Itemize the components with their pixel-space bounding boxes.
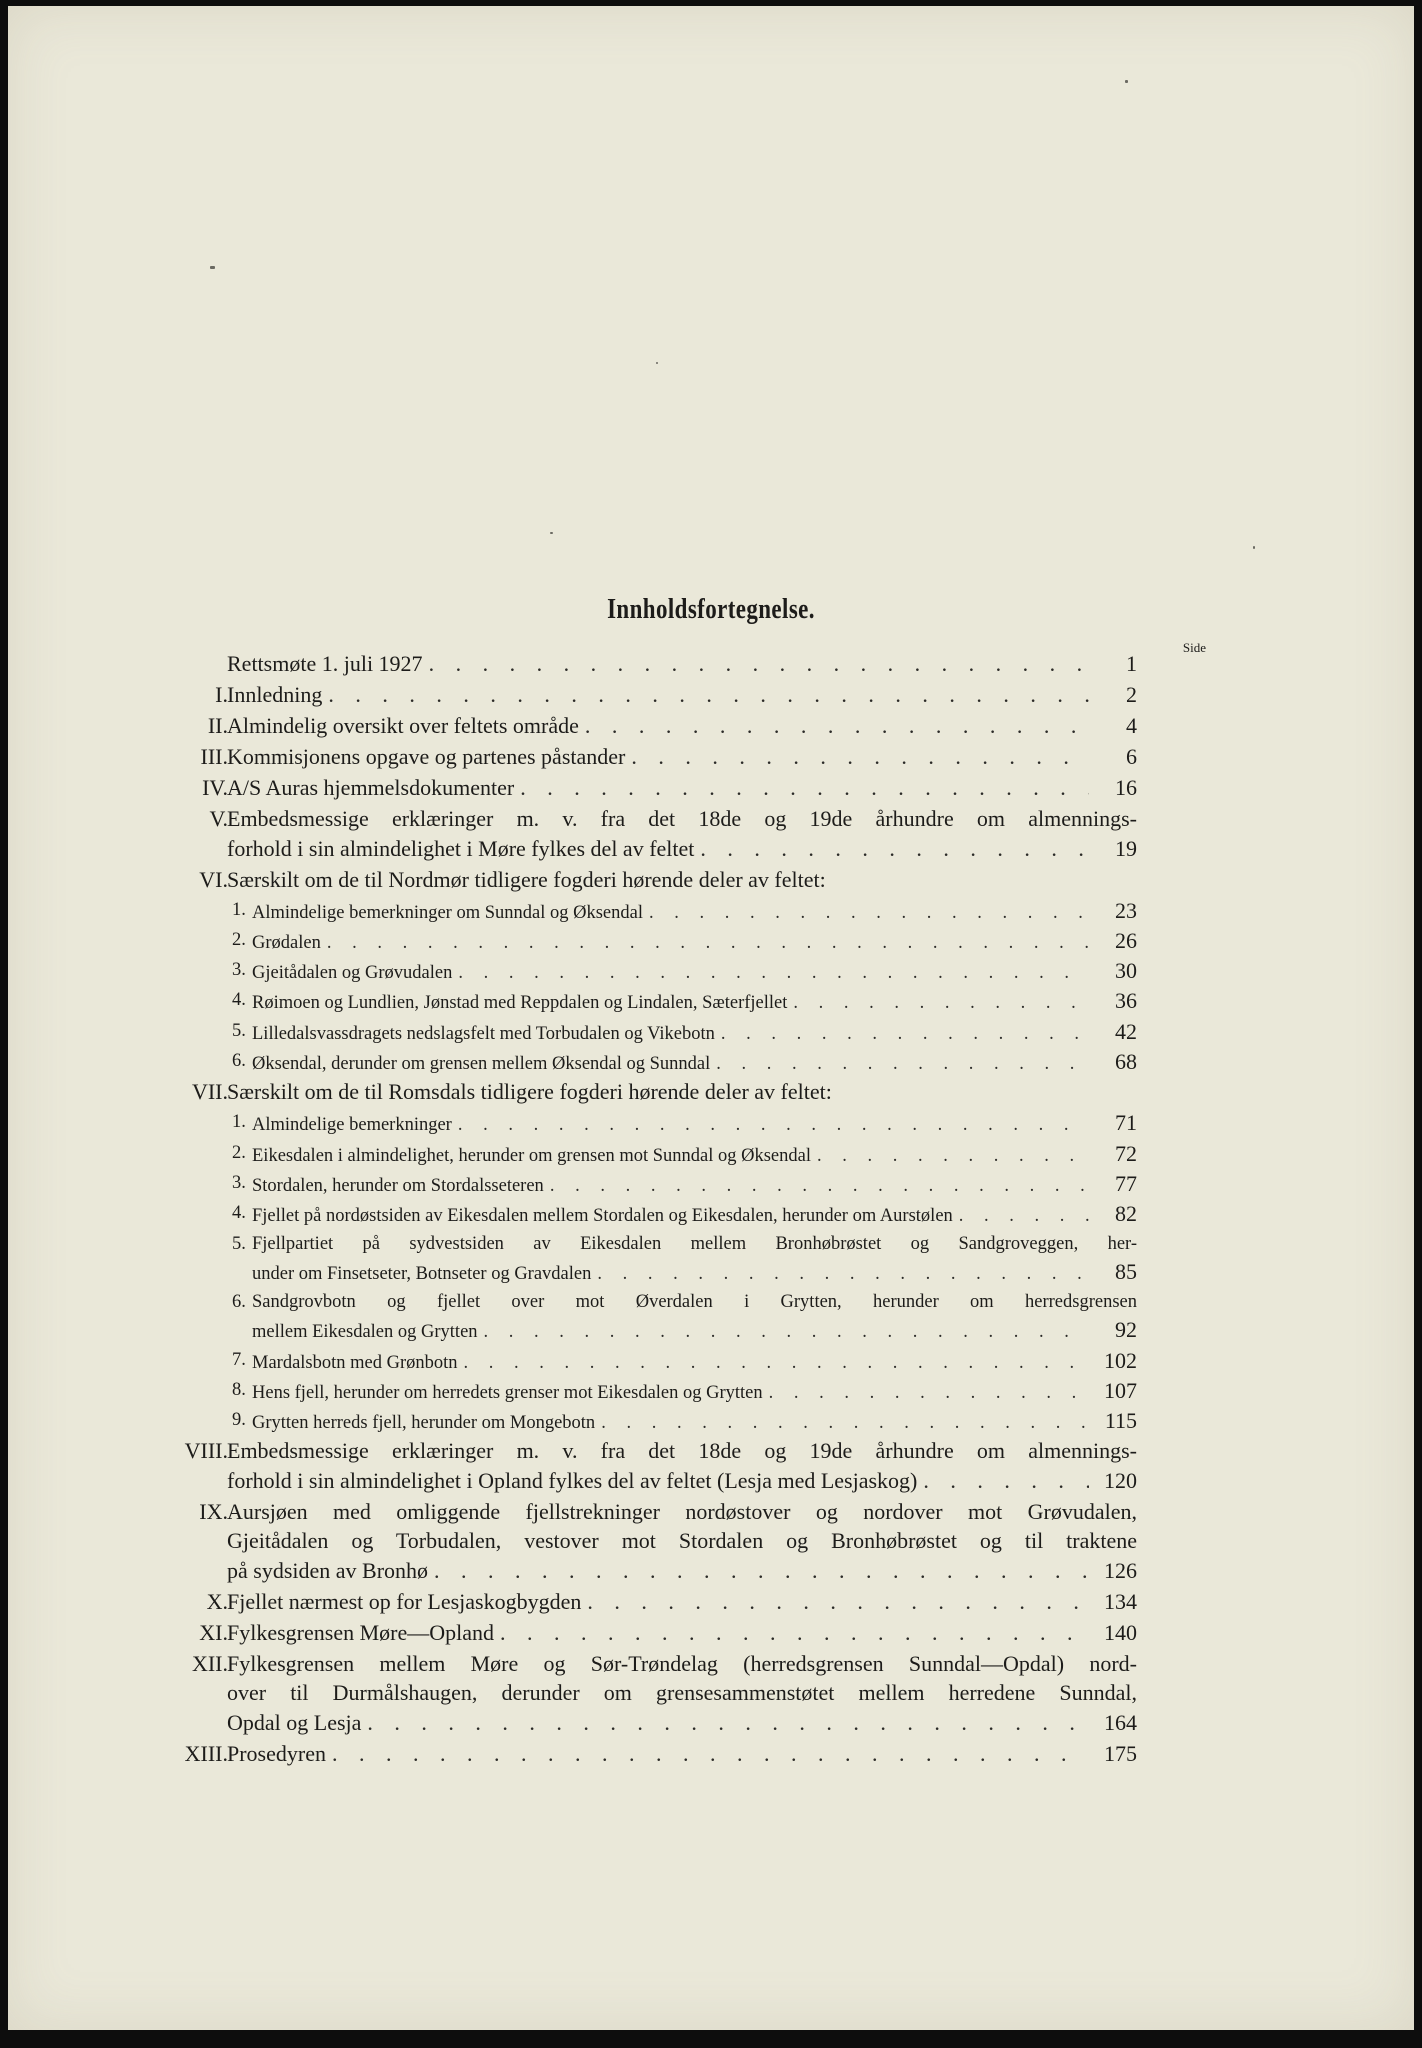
dot-leader	[601, 1409, 1089, 1438]
toc-page-number: 16	[1115, 775, 1137, 800]
toc-entry-number: 2.	[232, 1142, 246, 1163]
toc-entry-number: 2.	[232, 929, 246, 950]
toc-entry-title: Fylkesgrensen Møre—Opland	[227, 1619, 495, 1645]
toc-entry-number: 6.	[232, 1051, 246, 1071]
toc-entry-title: Røimoen og Lundlien, Jønstad med Reppdalen og Lindalen, Sæterfjellet	[252, 993, 788, 1014]
toc-entry-number: V.	[209, 806, 228, 831]
toc-entry-number: 5.	[232, 1233, 246, 1254]
toc-entry-title: Fjellpartiet på sydvestsiden av Eikesdalen mellem Bronhøbrøstet og Sandgroveggen, her-	[252, 1233, 1137, 1254]
toc-entry-title: Fylkesgrensen mellem Møre og Sør-Trøndelag (herredsgrensen Sunndal—Opdal) nord-	[227, 1650, 1137, 1676]
dot-leader	[923, 1466, 1089, 1495]
paper-speck	[656, 362, 658, 364]
toc-entry-title: Hens fjell, herunder om herredets grenser mot Eikesdalen og Grytten	[252, 1382, 763, 1403]
dot-leader	[716, 1050, 1089, 1079]
toc-entry-title: forhold i sin almindelighet i Opland fylkes del av feltet (Lesja med Lesjaskog)	[227, 1467, 918, 1493]
toc-page-number: 120	[1104, 1467, 1137, 1493]
toc-entry-title: Fjellet på nordøstsiden av Eikesdalen mellem Stordalen og Eikesdalen, herunder om Aurstølen	[252, 1206, 953, 1227]
toc-entry-number: VII.	[191, 1079, 228, 1105]
toc-page-number: 77	[1115, 1170, 1137, 1196]
toc-entry-title: Grødalen	[252, 932, 321, 953]
toc-entry-number: 4.	[232, 1203, 246, 1224]
toc-page-number: 71	[1115, 1110, 1137, 1136]
dot-leader	[434, 1556, 1089, 1585]
toc-entry-title: Aursjøen med omliggende fjellstrekninger nordøstover og nordover mot Grøvudalen,	[227, 1498, 1137, 1524]
dot-leader	[550, 1172, 1089, 1201]
toc-entry-number: 1.	[232, 1112, 246, 1133]
toc-entry-title: Særskilt om de til Romsdals tidligere fogderi hørende deler av feltet:	[227, 1079, 832, 1105]
toc-entry-number: 7.	[232, 1349, 246, 1370]
toc-entry-title: Lilledalsvassdragets nedslagsfelt med Torbudalen og Vikebotn	[252, 1023, 715, 1044]
toc-page-number: 26	[1115, 927, 1137, 953]
toc-entry-title: Almindelige bemerkninger om Sunndal og Øksendal	[252, 902, 643, 923]
toc-page-number: 23	[1115, 897, 1137, 923]
toc-entry-title: Mardalsbotn med Grønbotn	[252, 1352, 458, 1373]
toc-entry-number: XII.	[191, 1650, 228, 1676]
dot-leader	[328, 680, 1089, 709]
toc-page-number: 92	[1115, 1317, 1137, 1343]
toc-entry-number: II.	[207, 713, 228, 738]
toc-entry-title: Stordalen, herunder om Stordalsseteren	[252, 1175, 544, 1196]
toc-entry-title: på sydsiden av Bronhø	[227, 1557, 429, 1583]
paper-speck	[1125, 80, 1128, 83]
document-page	[8, 6, 1414, 2030]
toc-page-number: 30	[1115, 958, 1137, 984]
dot-leader	[332, 1739, 1089, 1768]
dot-leader	[585, 711, 1089, 740]
toc-entry-number: IX.	[199, 1498, 228, 1524]
dot-leader	[700, 834, 1089, 863]
toc-page-number: 175	[1104, 1740, 1137, 1766]
dot-leader	[327, 929, 1089, 958]
toc-entry-number: I.	[215, 682, 228, 707]
dot-leader	[458, 1111, 1089, 1140]
toc-entry-number: III.	[200, 744, 228, 769]
toc-entry-number: 5.	[232, 1020, 246, 1041]
dot-leader	[597, 1260, 1089, 1289]
toc-entry-title: Embedsmessige erklæringer m. v. fra det 18de og 19de århundre om almennings-	[227, 806, 1137, 831]
toc-page-number: 126	[1104, 1557, 1137, 1583]
toc-entry-title: Øksendal, derunder om grensen mellem Øksendal og Sunndal	[252, 1054, 711, 1074]
dot-leader	[587, 1587, 1089, 1616]
dot-leader	[484, 1318, 1089, 1347]
toc-page-number: 6	[1126, 744, 1137, 769]
toc-entry-number: VI.	[199, 866, 228, 892]
toc-entry-number: 1.	[232, 899, 246, 920]
paper-speck	[550, 532, 553, 534]
toc-entry-title: Grytten herreds fjell, herunder om Mongebotn	[252, 1413, 596, 1434]
toc-page-number: 36	[1115, 988, 1137, 1014]
page-column-label: Side	[1182, 640, 1206, 655]
toc-page-number: 1	[1126, 651, 1137, 676]
toc-entry-title: under om Finsetseter, Botnseter og Gravdalen	[252, 1264, 592, 1285]
toc-entry-title: Gjeitådalen og Torbudalen, vestover mot Stordalen og Bronhøbrøstet og til traktene	[227, 1528, 1137, 1554]
dot-leader	[429, 649, 1089, 678]
toc-entry-title: Innledning	[227, 682, 323, 707]
paper-speck	[1253, 546, 1255, 549]
dot-leader	[649, 899, 1089, 928]
toc-entry-title: Almindelig oversikt over feltets område	[227, 713, 579, 738]
document-title: Innholdsfortegnelse.	[607, 594, 815, 625]
toc-entry-title: mellem Eikesdalen og Grytten	[252, 1322, 478, 1343]
paper-speck	[210, 266, 215, 269]
dot-leader	[500, 1618, 1089, 1647]
dot-leader	[458, 959, 1089, 988]
toc-entry-title: A/S Auras hjemmelsdokumenter	[227, 775, 515, 800]
toc-page-number: 42	[1115, 1018, 1137, 1044]
dot-leader	[959, 1202, 1089, 1231]
dot-leader	[793, 989, 1089, 1018]
toc-entry-number: 8.	[232, 1379, 246, 1400]
toc-entry-number: 3.	[232, 1172, 246, 1193]
toc-entry-title: Opdal og Lesja	[227, 1709, 362, 1735]
toc-entry-number: X.	[206, 1588, 228, 1614]
toc-page-number: 140	[1104, 1619, 1137, 1645]
toc-entry-title: Gjeitådalen og Grøvudalen	[252, 963, 453, 984]
toc-page-number: 4	[1126, 713, 1137, 738]
dot-leader	[464, 1349, 1089, 1378]
toc-page-number: 19	[1115, 835, 1137, 861]
toc-entry-title: Prosedyren	[227, 1740, 326, 1766]
toc-entry-number: 6.	[232, 1291, 246, 1312]
toc-entry-number: XI.	[199, 1619, 228, 1645]
dot-leader	[520, 773, 1089, 802]
toc-entry-number: 3.	[232, 960, 246, 981]
toc-entry-title: Eikesdalen i almindelighet, herunder om grensen mot Sunndal og Øksendal	[252, 1145, 811, 1166]
toc-page-number: 102	[1104, 1347, 1137, 1373]
toc-entry-title: Almindelige bemerkninger	[252, 1115, 452, 1136]
toc-page-number: 82	[1115, 1201, 1137, 1227]
toc-entry-title: forhold i sin almindelighet i Møre fylkes del av feltet	[227, 835, 695, 861]
toc-page-number: 2	[1126, 682, 1137, 707]
dot-leader	[367, 1708, 1089, 1737]
dot-leader	[721, 1020, 1089, 1049]
toc-entry-number: VIII.	[184, 1438, 228, 1464]
toc-page-number: 164	[1104, 1709, 1137, 1735]
dot-leader	[631, 742, 1089, 771]
toc-page-number: 115	[1104, 1408, 1137, 1434]
toc-entry-title: over til Durmålshaugen, derunder om grensesammenstøtet mellem herredene Sunndal,	[227, 1680, 1137, 1706]
toc-page-number: 134	[1104, 1588, 1137, 1614]
toc-page-number: 85	[1115, 1259, 1137, 1285]
dot-leader	[817, 1142, 1089, 1171]
dot-leader	[769, 1379, 1089, 1408]
toc-entry-title: Fjellet nærmest op for Lesjaskogbygden	[227, 1588, 582, 1614]
toc-entry-title: Embedsmessige erklæringer m. v. fra det 18de og 19de århundre om almennings-	[227, 1438, 1137, 1464]
toc-entry-title: Rettsmøte 1. juli 1927	[227, 651, 423, 676]
toc-entry-title: Kommisjonens opgave og partenes påstander	[227, 744, 626, 769]
toc-page-number: 68	[1115, 1049, 1137, 1074]
toc-entry-number: IV.	[202, 775, 228, 800]
toc-entry-number: XIII.	[184, 1740, 228, 1766]
toc-page-number: 72	[1115, 1140, 1137, 1166]
toc-page-number: 107	[1104, 1377, 1137, 1403]
toc-entry-title: Særskilt om de til Nordmør tidligere fogderi hørende deler av feltet:	[227, 866, 826, 892]
toc-entry-title: Sandgrovbotn og fjellet over mot Øverdalen i Grytten, herunder om herredsgrensen	[252, 1291, 1137, 1312]
toc-entry-number: 4.	[232, 990, 246, 1011]
toc-entry-number: 9.	[232, 1410, 246, 1431]
